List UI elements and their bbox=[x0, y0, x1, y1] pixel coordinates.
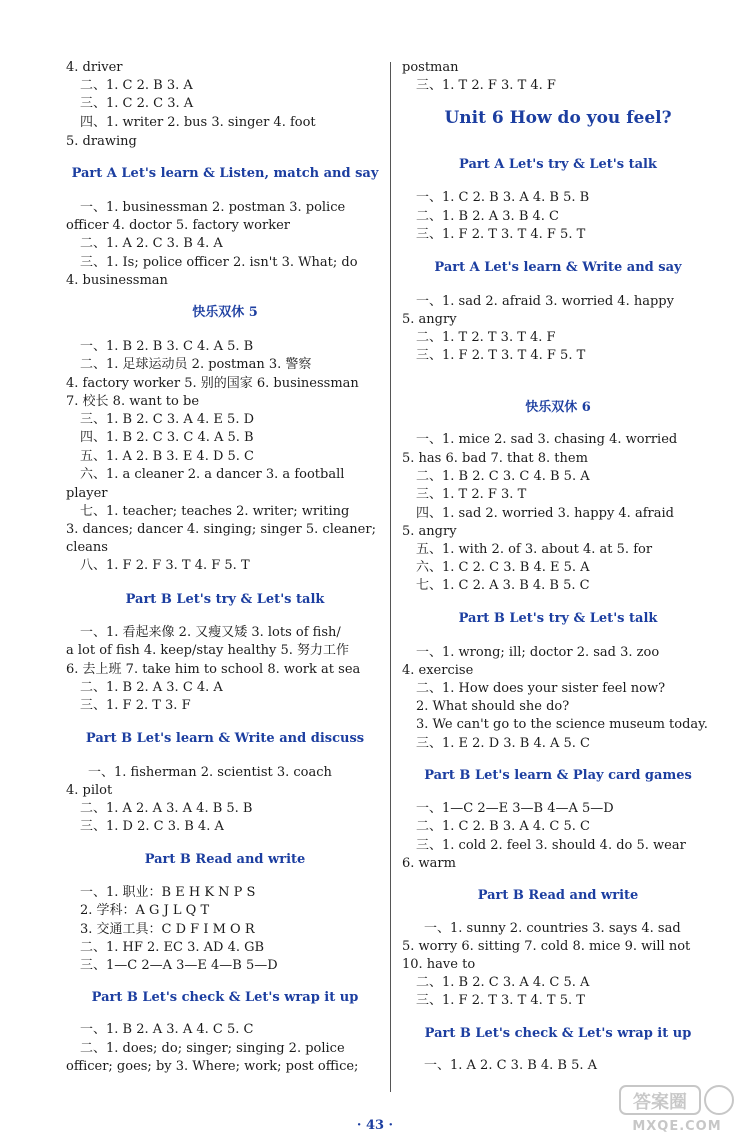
answer-line: 4. pilot bbox=[66, 783, 113, 798]
answer-line: 一、1—C 2—E 3—B 4—A 5—D bbox=[416, 801, 614, 816]
answer-line: 5. angry bbox=[402, 312, 457, 327]
section-heading: Part A Let's try & Let's talk bbox=[459, 157, 657, 172]
section-heading: Part B Let's learn & Play card games bbox=[424, 768, 692, 783]
answer-line: 三、1. D 2. C 3. B 4. A bbox=[80, 819, 224, 834]
answer-line: 三、1. F 2. T 3. T 4. F 5. T bbox=[416, 227, 586, 242]
answer-line: postman bbox=[402, 60, 459, 75]
answer-line: 五、1. with 2. of 3. about 4. at 5. for bbox=[416, 542, 653, 557]
answer-line: 2. 学科：A G J L Q T bbox=[80, 903, 210, 918]
answer-line: 三、1. F 2. T 3. T 4. T 5. T bbox=[416, 993, 585, 1008]
answer-line: 4. businessman bbox=[66, 273, 168, 288]
answer-line: 四、1. B 2. C 3. C 4. A 5. B bbox=[80, 430, 254, 445]
answer-line: 三、1. cold 2. feel 3. should 4. do 5. wear bbox=[416, 838, 686, 853]
section-heading: Part B Let's learn & Write and discuss bbox=[85, 731, 365, 746]
answer-line: 6. warm bbox=[402, 856, 456, 871]
answer-line: 二、1. How does your sister feel now? bbox=[416, 681, 666, 696]
answer-line: 三、1. F 2. T 3. F bbox=[80, 698, 191, 713]
answer-line: 三、1. T 2. F 3. T 4. F bbox=[416, 78, 556, 93]
section-heading: Part A Let's learn & Write and say bbox=[434, 260, 682, 275]
answer-line: 二、1. T 2. T 3. T 4. F bbox=[416, 330, 556, 345]
section-heading: 快乐双休 5 bbox=[192, 305, 258, 320]
svg-text:答案圈: 答案圈 bbox=[633, 1092, 687, 1113]
answer-line: 二、1. does; do; singer; singing 2. police bbox=[80, 1041, 345, 1056]
answer-line: 一、1. B 2. A 3. A 4. C 5. C bbox=[80, 1022, 254, 1037]
answer-line: 三、1. T 2. F 3. T bbox=[416, 487, 527, 502]
answer-line: officer 4. doctor 5. factory worker bbox=[66, 218, 290, 233]
answer-line: 一、1. B 2. B 3. C 4. A 5. B bbox=[80, 339, 254, 354]
answer-line: 七、1. teacher; teaches 2. writer; writing bbox=[80, 504, 350, 519]
answer-line: 一、1. wrong; ill; doctor 2. sad 3. zoo bbox=[416, 645, 660, 660]
answer-line: 3. We can't go to the science museum today. bbox=[416, 717, 708, 732]
answer-line: 三、1. B 2. C 3. A 4. E 5. D bbox=[80, 412, 255, 427]
answer-line: 2. What should she do? bbox=[416, 699, 570, 714]
answer-line: 六、1. C 2. C 3. B 4. E 5. A bbox=[416, 560, 590, 575]
answer-line: 5. drawing bbox=[66, 134, 137, 149]
answer-line: player bbox=[66, 486, 108, 501]
answer-line: officer; goes; by 3. Where; work; post office; bbox=[66, 1059, 359, 1074]
section-heading: Part B Let's check & Let's wrap it up bbox=[424, 1026, 692, 1041]
unit-title: Unit 6 How do you feel? bbox=[444, 108, 672, 128]
answer-line: 4. factory worker 5. 别的国家 6. businessman bbox=[66, 376, 359, 391]
answer-line: 一、1. sad 2. afraid 3. worried 4. happy bbox=[416, 294, 674, 309]
answer-line: 3. dances; dancer 4. singing; singer 5. cleaner; bbox=[66, 522, 376, 537]
answer-line: 二、1. A 2. A 3. A 4. B 5. B bbox=[80, 801, 253, 816]
answer-line: 二、1. B 2. C 3. C 4. B 5. A bbox=[416, 469, 590, 484]
answer-line: 三、1. C 2. C 3. A bbox=[80, 96, 194, 111]
answer-line: 八、1. F 2. F 3. T 4. F 5. T bbox=[80, 558, 250, 573]
svg-text:MXQE.COM: MXQE.COM bbox=[632, 1119, 722, 1134]
answer-line: 六、1. a cleaner 2. a dancer 3. a football bbox=[80, 467, 345, 482]
answer-line: a lot of fish 4. keep/stay healthy 5. 努力工作 bbox=[66, 643, 350, 658]
answer-line: 二、1. A 2. C 3. B 4. A bbox=[80, 236, 223, 251]
answer-line: 四、1. writer 2. bus 3. singer 4. foot bbox=[80, 115, 316, 130]
answer-line: 7. 校长 8. want to be bbox=[66, 394, 200, 409]
answer-line: 一、1. mice 2. sad 3. chasing 4. worried bbox=[416, 432, 678, 447]
answer-line: cleans bbox=[66, 540, 108, 555]
answer-line: 四、1. sad 2. worried 3. happy 4. afraid bbox=[416, 506, 674, 521]
answer-line: 二、1. B 2. A 3. C 4. A bbox=[80, 680, 223, 695]
page-number: · 43 · bbox=[356, 1118, 394, 1133]
answer-line: 二、1. B 2. C 3. A 4. C 5. A bbox=[416, 975, 590, 990]
section-heading: Part B Let's try & Let's talk bbox=[458, 611, 658, 626]
answer-line: 4. driver bbox=[66, 60, 123, 75]
answer-line: 二、1. HF 2. EC 3. AD 4. GB bbox=[80, 940, 265, 955]
answer-line: 一、1. sunny 2. countries 3. says 4. sad bbox=[424, 921, 681, 936]
answer-line: 二、1. B 2. A 3. B 4. C bbox=[416, 209, 559, 224]
watermark-logo bbox=[614, 1082, 740, 1134]
answer-line: 3. 交通工具：C D F I M O R bbox=[80, 922, 255, 937]
section-heading: Part A Let's learn & Listen, match and say bbox=[71, 166, 379, 181]
column-divider bbox=[390, 62, 391, 1092]
section-heading: 快乐双休 6 bbox=[525, 400, 591, 415]
answer-line: 二、1. C 2. B 3. A bbox=[80, 78, 193, 93]
answer-line: 5. worry 6. sitting 7. cold 8. mice 9. will not bbox=[402, 939, 691, 954]
answer-line: 5. has 6. bad 7. that 8. them bbox=[402, 451, 588, 466]
answer-line: 三、1—C 2—A 3—E 4—B 5—D bbox=[80, 958, 278, 973]
section-heading: Part B Read and write bbox=[477, 888, 639, 903]
answer-line: 五、1. A 2. B 3. E 4. D 5. C bbox=[80, 449, 255, 464]
answer-line: 三、1. Is; police officer 2. isn't 3. What; do bbox=[80, 255, 358, 270]
section-heading: Part B Let's check & Let's wrap it up bbox=[91, 990, 359, 1005]
section-heading: Part B Read and write bbox=[144, 852, 306, 867]
answer-line: 一、1. fisherman 2. scientist 3. coach bbox=[88, 765, 332, 780]
answer-line: 一、1. A 2. C 3. B 4. B 5. A bbox=[424, 1058, 598, 1073]
section-heading: Part B Let's try & Let's talk bbox=[125, 592, 325, 607]
answer-line: 二、1. C 2. B 3. A 4. C 5. C bbox=[416, 819, 590, 834]
answer-line: 10. have to bbox=[402, 957, 476, 972]
answer-line: 一、1. C 2. B 3. A 4. B 5. B bbox=[416, 190, 590, 205]
answer-line: 七、1. C 2. A 3. B 4. B 5. C bbox=[416, 578, 590, 593]
answer-line: 5. angry bbox=[402, 524, 457, 539]
answer-line: 二、1. 足球运动员 2. postman 3. 警察 bbox=[80, 357, 312, 372]
answer-line: 三、1. E 2. D 3. B 4. A 5. C bbox=[416, 736, 591, 751]
answer-line: 一、1. 职业：B E H K N P S bbox=[80, 885, 256, 900]
answer-line: 三、1. F 2. T 3. T 4. F 5. T bbox=[416, 348, 586, 363]
answer-line: 一、1. 看起来像 2. 又瘦又矮 3. lots of fish/ bbox=[80, 625, 341, 640]
answer-line: 6. 去上班 7. take him to school 8. work at sea bbox=[66, 662, 361, 677]
answer-line: 4. exercise bbox=[402, 663, 474, 678]
answer-line: 一、1. businessman 2. postman 3. police bbox=[80, 200, 346, 215]
